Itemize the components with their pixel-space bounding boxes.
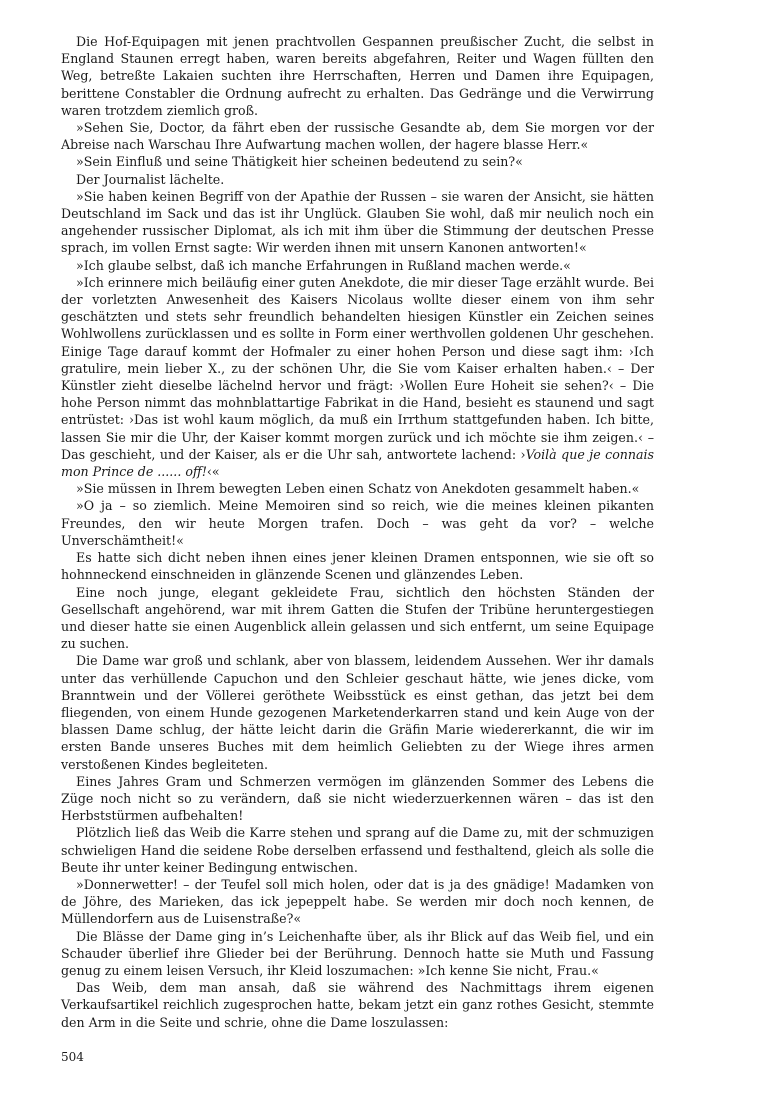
anecdote-close: ‹« <box>206 464 220 480</box>
paragraph: »O ja – so ziemlich. Meine Memoiren sind so reich, wie die meines kleinen pikanten Freundes, den wir heute Morgen trafen. Doch – was geht da vor? – welche Unverschämtheit!« <box>61 498 654 548</box>
page-body <box>61 33 654 1031</box>
paragraph: Plötzlich ließ das Weib die Karre stehen und sprang auf die Dame zu, mit der schmuzigen schwieligen Hand die seidene Robe derselben erfassend und festhaltend, gleich als solle die Beute ihr unter keiner Bedingung entwischen. <box>61 825 654 875</box>
paragraph: Die Blässe der Dame ging in’s Leichenhafte über, als ihr Blick auf das Weib fiel, und ein Schauder überlief ihre Glieder bei der Berührung. Dennoch hatte sie Muth und Fassung genug zu einem leisen Versuch, ihr Kleid loszumachen: »Ich kenne Sie nicht, Frau.« <box>61 928 654 978</box>
paragraph: »Donnerwetter! – der Teufel soll mich holen, oder dat is ja des gnädige! Madamken von de Jöhre, des Marieken, das ick jepeppelt habe. Se werden mir doch noch kennen, de Müllendorfern aus de Luisenstraße?« <box>61 876 654 927</box>
paragraph: Eine noch junge, elegant gekleidete Frau, sichtlich den höchsten Ständen der Gesellschaft angehörend, war mit ihrem Gatten die Stufen der Tribüne heruntergestiegen und dieser hatte sie einen Augenblick allein gelassen und sich entfernt, um seine Equipage zu suchen. <box>61 584 654 652</box>
paragraph: Es hatte sich dicht neben ihnen eines jener kleinen Dramen entsponnen, wie sie oft so hohnneckend einschneiden in glänzende Scenen und glänzendes Leben. <box>61 550 654 583</box>
paragraph: »Ich glaube selbst, daß ich manche Erfahrungen in Rußland machen werde.« <box>76 257 571 273</box>
paragraph: »Sehen Sie, Doctor, da fährt eben der russische Gesandte ab, dem Sie morgen vor der Abreise nach Warschau Ihre Aufwartung machen wollen, der hagere blasse Herr.« <box>61 120 654 153</box>
paragraph: »Sie haben keinen Begriff von der Apathie der Russen – sie waren der Ansicht, sie hätten Deutschland im Sack und das ist ihr Unglück. Glauben Sie wohl, daß mir neulich noch ein angehender russischer Diplomat, als ich mit ihm über die Stimmung der deutschen Presse sprach, im vollen Ernst sagte: Wir werden ihnen mit unsern Kanonen antworten!« <box>61 188 654 256</box>
anecdote-text: »Ich erinnere mich beiläufig einer guten Anekdote, die mir dieser Tage erzählt wurde. Bei der vorletzten Anwesenheit des Kaisers Nicolaus wollte dieser einem von ihm sehr geschätzten und stets sehr freundlich behandelten hiesigen Künstler ein Zeichen seines Wohlwollens zurücklassen und es sollte in Form einer werthvollen goldenen Uhr geschehen. Einige Tage darauf kommt der Hofmaler zu einer hohen Person und diese sagt ihm: ›Ich gratulire, mein lieber X., zu der schönen Uhr, die Sie vom Kaiser erhalten haben.‹ – Der Künstler zieht dieselbe lächelnd hervor und frägt: ›Wollen Eure Hoheit sie sehen?‹ – Die hohe Person nimmt das mohnblattartige Fabrikat in die Hand, besieht es staunend und sagt entrüstet: ›Das ist wohl kaum möglich, da muß ein Irrthum stattgefunden haben. Ich bitte, lassen Sie mir die Uhr, der Kaiser kommt morgen zurück und ich möchte sie ihm zeigen.‹ – Das geschieht, und der Kaiser, als er die Uhr sah, antwortete lachend: › <box>61 274 654 462</box>
paragraph: »Sein Einfluß und seine Thätigkeit hier scheinen bedeutend zu sein?« <box>76 154 523 170</box>
paragraph: Eines Jahres Gram und Schmerzen vermögen im glänzenden Sommer des Lebens die Züge noch nicht so zu verändern, daß sie nicht wiederzuerkennen wären – das ist den Herbststürmen aufbehalten! <box>61 773 654 824</box>
paragraph-anecdote <box>61 274 654 480</box>
paragraph: Die Hof-Equipagen mit jenen prachtvollen Gespannen preußischer Zucht, die selbst in England Staunen erregt haben, waren bereits abgefahren, Reiter und Wagen füllten den Weg, betreßte Lakaien suchten ihre Herrschaften, Herren und Damen ihre Equipagen, berittene Constabler die Ordnung aufrecht zu erhalten. Das Gedränge und die Verwirrung waren trotzdem ziemlich groß. <box>61 34 654 118</box>
paragraph: Das Weib, dem man ansah, daß sie während des Nachmittags ihrem eigenen Verkaufsartikel reichlich zugesprochen hatte, bekam jetzt ein ganz rothes Gesicht, stemmte den Arm in die Seite und schrie, ohne die Dame loszulassen: <box>61 980 654 1030</box>
page-number: 504 <box>61 1050 84 1064</box>
paragraph: Der Journalist lächelte. <box>76 171 225 187</box>
paragraph: Die Dame war groß und schlank, aber von blassem, leidendem Aussehen. Wer ihr damals unter das verhüllende Capuchon und den Schleier geschaut hätte, wie jenes dicke, vom Branntwein und der Völlerei geröthete Weibsstück es einst gethan, das jetzt bei dem fliegenden, von einem Hunde gezogenen Marketenderkarren stand und kein Auge von der blassen Dame schlug, der hätte leicht darin die Gräfin Marie wiedererkannt, die wir im ersten Bande unseres Buches mit dem heimlich Geliebten zu der Wiege ihres armen verstoßenen Kindes begleiteten. <box>61 653 654 772</box>
paragraph: »Sie müssen in Ihrem bewegten Leben einen Schatz von Anekdoten gesammelt haben.« <box>76 481 640 497</box>
anecdote-quote-italic: Voilà que je connais mon Prince de ...... off! <box>61 446 655 480</box>
